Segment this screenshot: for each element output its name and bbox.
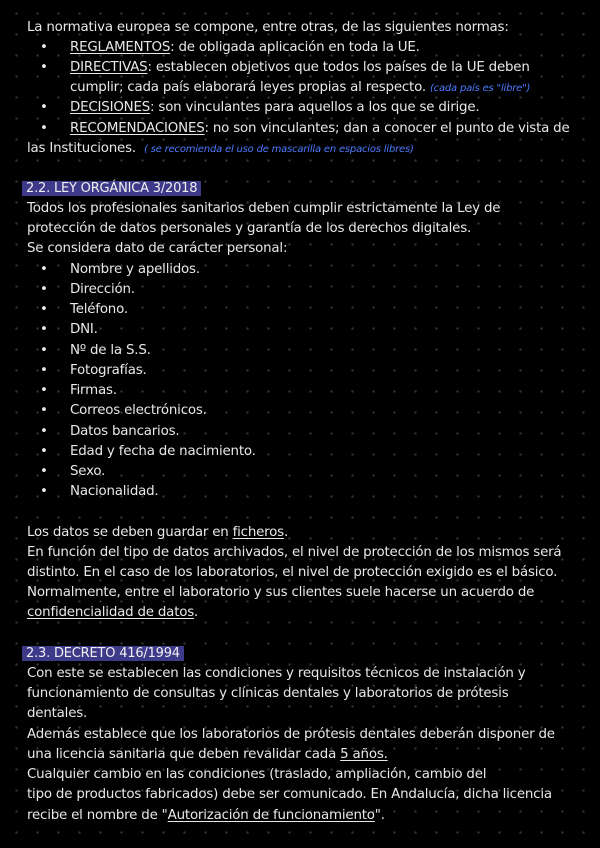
handwritten-note: ( se recomienda el uso de mascarilla en espacios libres) <box>144 144 414 155</box>
paragraph-line: Se considera dato de carácter personal: <box>27 241 288 256</box>
bullet-icon: • <box>40 282 48 297</box>
section-heading: 2.2. LEY ORGÁNICA 3/2018 <box>22 181 201 196</box>
list-item: DNI. <box>70 322 98 337</box>
bullet-icon: • <box>40 403 48 418</box>
bullet-icon: • <box>40 343 48 358</box>
bullet-icon: • <box>40 60 48 75</box>
eu-norm-item <box>70 121 570 137</box>
bullet-icon: • <box>40 262 48 277</box>
norm-term: REGLAMENTOS <box>70 40 171 55</box>
list-item: Fotografías. <box>70 363 147 378</box>
bullet-icon: • <box>40 484 48 499</box>
text-run: una licencia sanitaria que deben revalidar cada <box>27 747 341 762</box>
norm-text: : son vinculantes para aquellos a los que se dirige. <box>150 100 480 115</box>
paragraph-line: funcionamiento de consultas y clínicas dentales y laboratorios de prótesis <box>27 686 509 701</box>
norm-text: : de obligada aplicación en toda la UE. <box>170 40 420 55</box>
paragraph-line: tipo de productos fabricados) debe ser comunicado. En Andalucía, dicha licencia <box>27 787 552 802</box>
underlined-term: 5 años. <box>340 747 388 762</box>
paragraph-line: Cualquier cambio en las condiciones (traslado, ampliación, cambio del <box>27 767 487 782</box>
paragraph-line: En función del tipo de datos archivados, el nivel de protección de los mismos será <box>27 545 562 560</box>
bullet-icon: • <box>40 100 48 115</box>
paragraph-line: Con este se establecen las condiciones y requisitos técnicos de instalación y <box>27 666 526 681</box>
paragraph-line <box>27 747 388 763</box>
text-run: . <box>283 525 289 540</box>
underlined-term: Autorización de funcionamiento <box>167 808 375 823</box>
paragraph-line: protección de datos personales y garantía de los derechos digitales. <box>27 221 472 236</box>
norm-term: DECISIONES <box>70 100 151 115</box>
list-item: Nombre y apellidos. <box>70 262 200 277</box>
paragraph-line: Normalmente, entre el laboratorio y sus clientes suele hacerse un acuerdo de <box>27 585 535 600</box>
eu-norm-item <box>70 100 479 116</box>
norm-term: DIRECTIVAS <box>70 60 148 75</box>
eu-norm-continuation <box>70 80 530 97</box>
text-run: . <box>194 605 199 620</box>
norm-text: : no son vinculantes; dan a conocer el punto de vista de <box>204 121 570 136</box>
eu-norm-continuation <box>27 141 414 158</box>
list-item: Dirección. <box>70 282 135 297</box>
eu-norm-item <box>70 60 530 76</box>
bullet-icon: • <box>40 464 48 479</box>
eu-norm-item <box>70 40 420 56</box>
paragraph-line: distinto. En el caso de los laboratorios, el nivel de protección exigido es el básico. <box>27 565 558 580</box>
list-item: Nacionalidad. <box>70 484 159 499</box>
norm-text: : establecen objetivos que todos los países de la UE deben <box>147 60 530 75</box>
paragraph-line <box>27 605 198 621</box>
bullet-icon: • <box>40 444 48 459</box>
norm-term: RECOMENDACIONES <box>70 121 205 136</box>
list-item: Datos bancarios. <box>70 424 180 439</box>
bullet-icon: • <box>40 424 48 439</box>
text-run: Los datos se deben guardar en <box>27 525 233 540</box>
bullet-icon: • <box>40 302 48 317</box>
handwritten-note: (cada país es "libre") <box>429 83 531 94</box>
list-item: Nº de la S.S. <box>70 343 151 358</box>
bullet-icon: • <box>40 121 48 136</box>
list-item: Teléfono. <box>70 302 128 317</box>
norm-text-cont: cumplir; cada país elaborará leyes propias al respecto. <box>70 80 426 95</box>
list-item: Firmas. <box>70 383 117 398</box>
underlined-term: confidencialidad de datos <box>27 605 195 620</box>
norm-text-cont: las Instituciones. <box>27 141 136 156</box>
section-heading: 2.3. DECRETO 416/1994 <box>22 646 184 661</box>
intro-text: La normativa europea se compone, entre otras, de las siguientes normas: <box>27 20 509 35</box>
list-item: Sexo. <box>70 464 106 479</box>
paragraph-line <box>27 808 385 824</box>
text-run: ". <box>374 808 385 823</box>
paragraph-line: Todos los profesionales sanitarios deben cumplir estrictamente la Ley de <box>27 201 501 216</box>
text-run: recibe el nombre de " <box>27 808 168 823</box>
bullet-icon: • <box>40 383 48 398</box>
paragraph-line <box>27 525 288 541</box>
paragraph-line: Además establece que los laboratorios de prótesis dentales deberán disponer de <box>27 727 555 742</box>
bullet-icon: • <box>40 40 48 55</box>
list-item: Correos electrónicos. <box>70 403 207 418</box>
bullet-icon: • <box>40 322 48 337</box>
bullet-icon: • <box>40 363 48 378</box>
underlined-term: ficheros <box>232 525 284 540</box>
list-item: Edad y fecha de nacimiento. <box>70 444 256 459</box>
paragraph-line: dentales. <box>27 706 88 721</box>
